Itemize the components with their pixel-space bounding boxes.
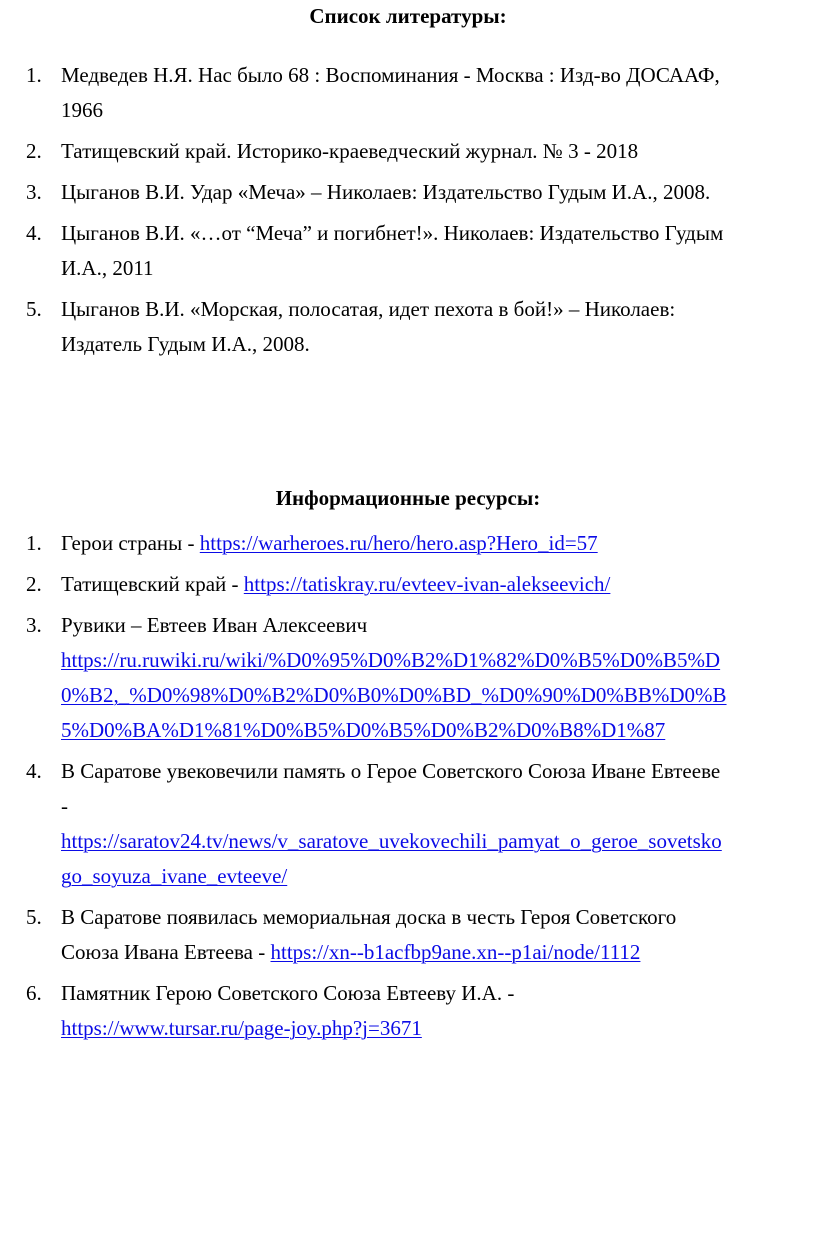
item-text-line	[61, 935, 812, 970]
item-number: 1.	[26, 531, 42, 555]
resource-link[interactable]: https://xn--b1acfbp9ane.xn--p1ai/node/1112	[270, 940, 641, 964]
resource-item	[0, 900, 816, 970]
item-text-line: Татищевский край. Историко-краеведческий журнал. № 3 - 2018	[61, 139, 639, 163]
item-text-line: И.А., 2011	[61, 256, 154, 280]
resource-link[interactable]: https://www.tursar.ru/page-joy.php?j=3671	[61, 1016, 422, 1040]
item-number: 6.	[26, 981, 42, 1005]
resource-link[interactable]: 5%D0%BA%D1%81%D0%B5%D0%B5%D0%B2%D0%B8%D1%87	[61, 718, 666, 742]
resource-text: Союза Ивана Евтеева -	[61, 940, 271, 964]
resource-text-dash: -	[61, 794, 68, 818]
resources-heading: Информационные ресурсы:	[275, 486, 541, 510]
item-link-line	[61, 1011, 812, 1046]
literature-item	[0, 58, 816, 128]
item-link-line	[61, 713, 812, 748]
resources-list	[0, 526, 816, 1052]
literature-item	[0, 175, 816, 210]
item-link-line	[61, 859, 812, 894]
literature-heading: Список литературы:	[309, 4, 507, 28]
item-link-line	[61, 824, 812, 859]
resource-item	[0, 608, 816, 748]
item-number: 3.	[26, 613, 42, 637]
item-link-line	[61, 678, 812, 713]
resource-text: В Саратове увековечили память о Герое Советского Союза Иване Евтееве	[61, 759, 721, 783]
item-text-line: 1966	[61, 98, 103, 122]
resource-item	[0, 754, 816, 894]
item-text-line: Цыганов В.И. «…от “Меча” и погибнет!». Николаев: Издательство Гудым	[61, 221, 724, 245]
item-number: 2.	[26, 139, 42, 163]
item-text-line: Издатель Гудым И.А., 2008.	[61, 332, 310, 356]
literature-list	[0, 58, 816, 368]
resource-text: Памятник Герою Советского Союза Евтееву И.А. -	[61, 981, 515, 1005]
resource-link[interactable]: go_soyuza_ivane_evteeve/	[61, 864, 288, 888]
item-text-line: Медведев Н.Я. Нас было 68 : Воспоминания - Москва : Изд-во ДОСААФ,	[61, 63, 720, 87]
item-number: 4.	[26, 759, 42, 783]
item-text-line	[61, 526, 812, 561]
item-text-line	[61, 567, 812, 602]
resource-text: Герои страны -	[61, 531, 200, 555]
item-number: 3.	[26, 180, 42, 204]
resource-link[interactable]: https://saratov24.tv/news/v_saratove_uvekovechili_pamyat_o_geroe_sovetsko	[61, 829, 722, 853]
item-link-line	[61, 643, 812, 678]
item-number: 2.	[26, 572, 42, 596]
resource-text: Татищевский край -	[61, 572, 244, 596]
item-number: 5.	[26, 297, 42, 321]
resource-text: Рувики – Евтеев Иван Алексеевич	[61, 613, 368, 637]
resource-link[interactable]: https://ru.ruwiki.ru/wiki/%D0%95%D0%B2%D1%82%D0%B5%D0%B5%D	[61, 648, 721, 672]
resource-link[interactable]: https://warheroes.ru/hero/hero.asp?Hero_id=57	[199, 531, 598, 555]
literature-item	[0, 216, 816, 286]
resource-link[interactable]: https://tatiskray.ru/evteev-ivan-alekseevich/	[243, 572, 611, 596]
item-text-line: Цыганов В.И. «Морская, полосатая, идет пехота в бой!» – Николаев:	[61, 297, 676, 321]
item-text-line: Цыганов В.И. Удар «Меча» – Николаев: Издательство Гудым И.А., 2008.	[61, 180, 711, 204]
item-number: 1.	[26, 63, 42, 87]
resource-item	[0, 976, 816, 1046]
resource-item	[0, 526, 816, 561]
item-number: 4.	[26, 221, 42, 245]
literature-item	[0, 292, 816, 362]
literature-item	[0, 134, 816, 169]
item-number: 5.	[26, 905, 42, 929]
resource-text: В Саратове появилась мемориальная доска в честь Героя Советского	[61, 905, 677, 929]
resource-link[interactable]: 0%B2,_%D0%98%D0%B2%D0%B0%D0%BD_%D0%90%D0%BB%D0%B	[61, 683, 727, 707]
resource-item	[0, 567, 816, 602]
